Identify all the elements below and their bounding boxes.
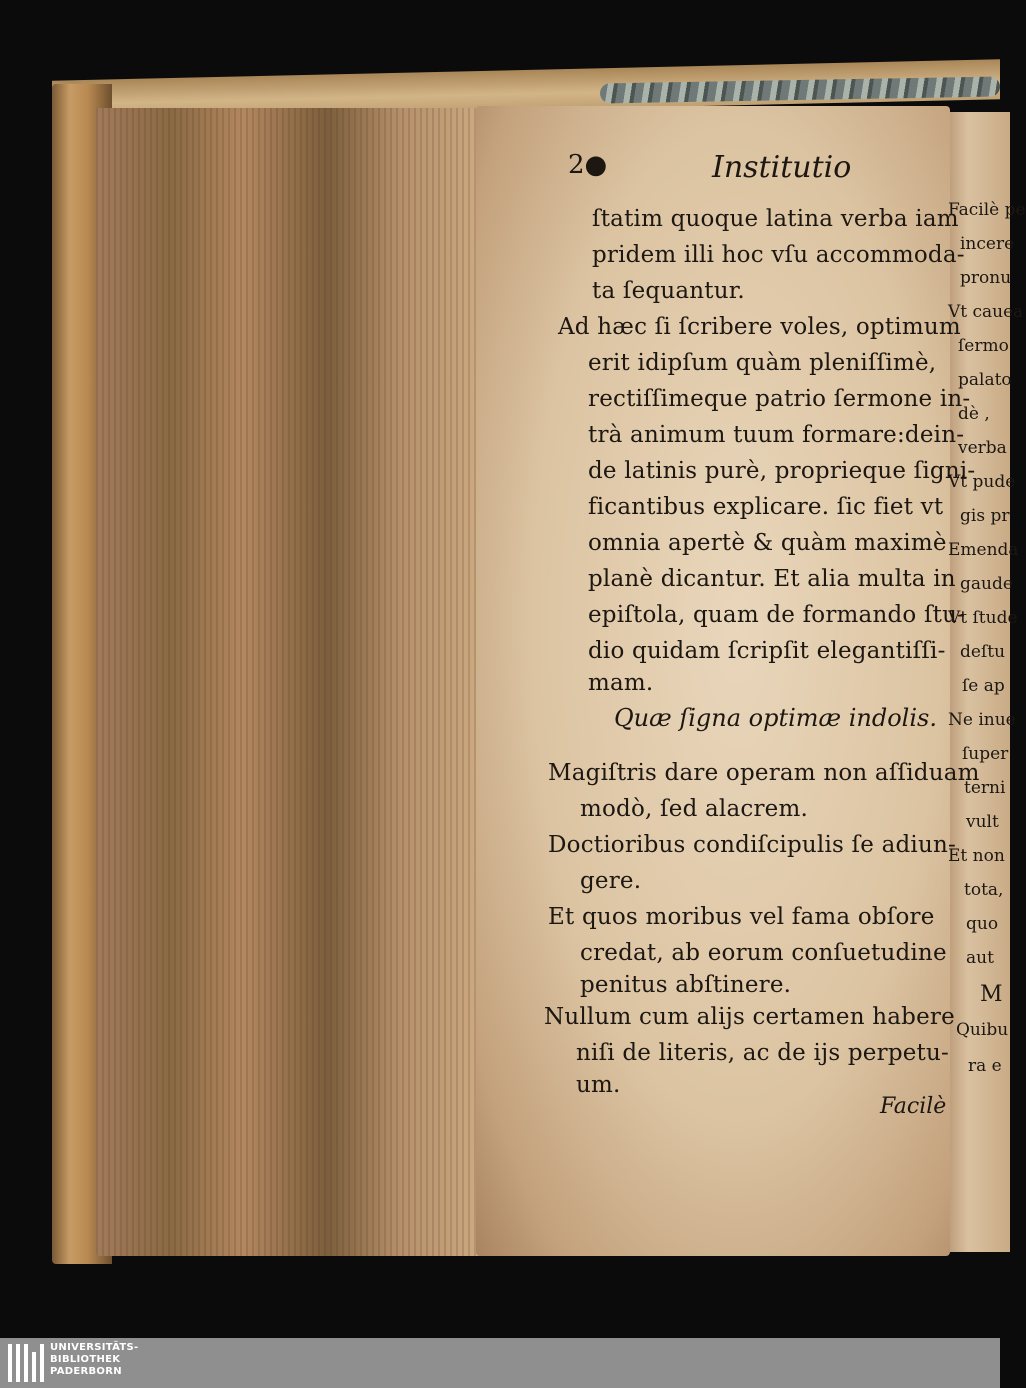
text-line: gere.: [580, 868, 642, 894]
text-line: um.: [576, 1072, 621, 1098]
text-line: niſi de literis, ac de ijs perpetu-: [576, 1040, 949, 1066]
library-name-line: UNIVERSITÄTS-: [50, 1342, 139, 1353]
text-line: modò, ſed alacrem.: [580, 796, 808, 822]
text-line: Et quos moribus vel fama obſore: [548, 904, 935, 930]
section-heading: Quæ ſigna optimæ indolis.: [614, 704, 937, 732]
facing-text-fragment: terni: [964, 778, 1006, 798]
facing-text-fragment: Ne inue: [948, 710, 1016, 730]
facing-text-fragment: ra e: [968, 1056, 1002, 1076]
facing-text-fragment: Vt ſtude: [948, 608, 1018, 628]
text-line: dio quidam ſcripſit elegantiſſi-: [588, 638, 946, 664]
text-line: Doctioribus condiſcipulis ſe adiun-: [548, 832, 956, 858]
text-line: mam.: [588, 670, 654, 696]
facing-text-fragment: Emenda: [948, 540, 1019, 560]
facing-text-fragment: ſermo: [958, 336, 1009, 356]
page-block-edge: [96, 108, 516, 1256]
facing-text-fragment: Quibu: [956, 1020, 1009, 1040]
facing-text-fragment: gis pr: [960, 506, 1010, 526]
facing-text-fragment: quo: [966, 914, 999, 934]
facing-text-fragment: Vt pude: [948, 472, 1016, 492]
text-line: ta ſequantur.: [592, 278, 745, 304]
text-line: trà animum tuum formare:dein-: [588, 422, 965, 448]
facing-text-fragment: deſtu: [960, 642, 1006, 662]
facing-text-fragment: dè ,: [958, 404, 990, 424]
library-name-line: PADERBORN: [50, 1366, 122, 1377]
text-line: omnia apertè & quàm maximè: [588, 530, 947, 556]
facing-text-fragment: Facilè pe: [948, 200, 1026, 220]
text-line: rectiſſimeque patrio ſermone in-: [588, 386, 971, 412]
facing-text-fragment: M: [980, 982, 1003, 1007]
text-line: epiſtola, quam de formando ſtu-: [588, 602, 966, 628]
facing-text-fragment: Et non: [948, 846, 1005, 866]
library-name: [50, 1342, 139, 1378]
library-name-line: BIBLIOTHEK: [50, 1354, 121, 1365]
facing-text-fragment: palato: [958, 370, 1012, 390]
facing-text-fragment: aut: [966, 948, 994, 968]
catchword: Facilè: [880, 1094, 947, 1119]
facing-text-fragment: tota,: [964, 880, 1004, 900]
facing-text-fragment: ſe ap: [962, 676, 1005, 696]
text-line: erit idipſum quàm pleniſſimè,: [588, 350, 937, 376]
text-line: planè dicantur. Et alia multa in: [588, 566, 956, 592]
page-number: 2●: [568, 150, 608, 180]
facing-text-fragment: vult: [966, 812, 999, 832]
running-head: Institutio: [712, 150, 852, 185]
text-line: Magiſtris dare operam non aſſiduam: [548, 760, 980, 786]
facing-text-fragment: verba: [958, 438, 1007, 458]
facing-text-fragment: incere: [960, 234, 1015, 254]
text-line: Nullum cum alijs certamen habere: [544, 1004, 955, 1030]
facing-text-fragment: pronu: [960, 268, 1012, 288]
text-line: credat, ab eorum conſuetudine: [580, 940, 947, 966]
facing-text-fragment: gaude: [960, 574, 1013, 594]
facing-text-fragment: ſuper: [962, 744, 1009, 764]
text-line: Ad hæc ſi ſcribere voles, optimum: [558, 314, 961, 340]
library-footer: [0, 1338, 1000, 1388]
text-line: ficantibus explicare. ſic fiet vt: [588, 494, 944, 520]
text-line: penitus abſtinere.: [580, 972, 792, 998]
text-line: pridem illi hoc vſu accommoda-: [592, 242, 965, 268]
library-logo-icon: [6, 1344, 46, 1382]
text-line: de latinis purè, proprieque ſigni-: [588, 458, 976, 484]
text-line: ſtatim quoque latina verba iam: [592, 206, 959, 232]
facing-text-fragment: Vt cauea: [948, 302, 1024, 322]
